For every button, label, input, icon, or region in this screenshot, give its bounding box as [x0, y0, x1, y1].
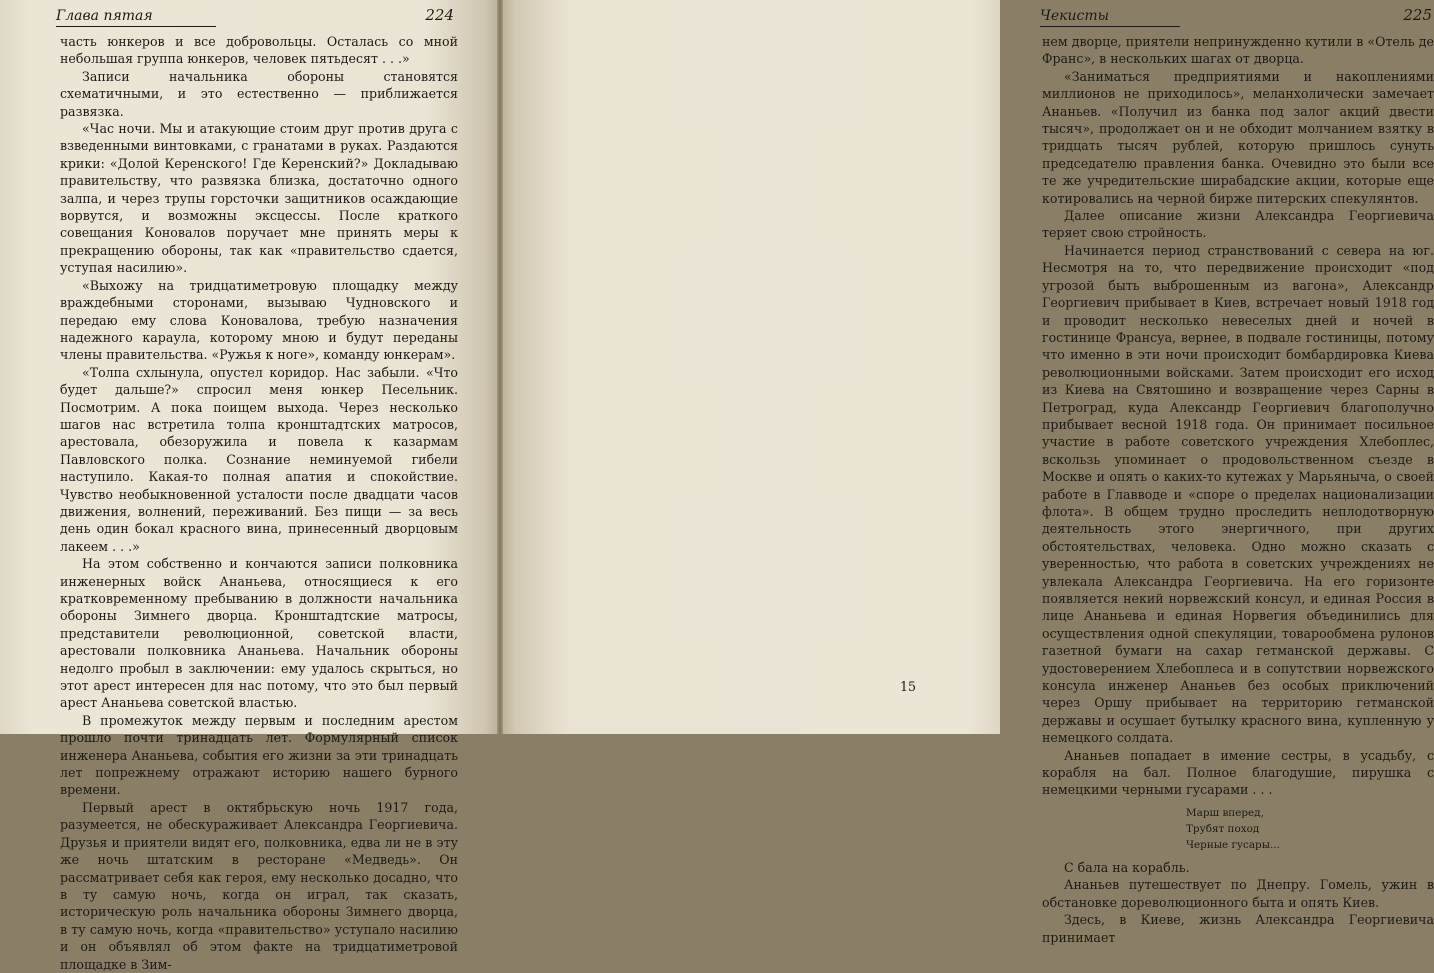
paragraph: Ананьев путешествует по Днепру. Гомель, ужин в обстановке дореволюционного быта и опять Киев. — [1042, 877, 1434, 910]
book-gutter — [497, 0, 503, 734]
paragraph: «Заниматься предприятиями и накоплениями миллионов не приходилось», меланхолически замечает Ананьев. «Получил из банка под залог акций двести тысяч», продолжает он и не обходит молчанием взятку в тридцать тысяч рублей, которую пришлось сунуть председателю правления банка. Очевидно это были все те же учредительские ширабадские акции, которые еще котировались на черной бирже питерских спекулянтов. — [1042, 68, 1434, 206]
paragraph: Далее описание жизни Александра Георгиевича теряет свою стройность. — [1042, 208, 1434, 241]
paragraph: часть юнкеров и все добровольцы. Осталась со мной небольшая группа юнкеров, человек пятьдесят . . .» — [60, 34, 458, 67]
right-paragraphs-after — [1042, 859, 1434, 946]
paragraph: Ананьев попадает в имение сестры, в усадьбу, с корабля на бал. Полное благодушие, пирушка с немецкими черными гусарами . . . — [1042, 747, 1434, 798]
right-paragraphs — [1042, 33, 1434, 799]
paragraph: «Час ночи. Мы и атакующие стоим друг против друга с взведенными винтовками, с гранатами в руках. Раздаются крики: «Долой Керенского! Где Керенский?» Докладываю правительству, что развязка близка, достаточно одного залпа, и через трупы горсточки защитников осаждающие ворвутся, и возможны эксцессы. После краткого совещания Коновалов поручает мне принять меры к прекращению обороны, так как «правительство сдается, уступая насилию». — [60, 121, 458, 276]
right-running-head — [1040, 2, 1432, 24]
verse-quote — [1186, 805, 1434, 853]
paragraph: В промежуток между первым и последним арестом прошло почти тринадцать лет. Формулярный список инженера Ананьева, события его жизни за эти тринадцать лет попрежнему отражают историю нашего бурного времени. — [60, 712, 458, 798]
right-head-rule — [1040, 26, 1180, 27]
left-page — [0, 0, 500, 972]
verse-line: Черные гусары... — [1186, 838, 1280, 851]
right-body-text — [1042, 33, 1434, 946]
paragraph: Записи начальника обороны становятся схематичными, и это естественно — приближается развязка. — [60, 68, 458, 119]
left-page-number: 224 — [425, 6, 454, 24]
right-page-number: 225 — [1403, 6, 1432, 24]
left-running-head — [56, 2, 454, 24]
signature-mark: 15 — [899, 679, 916, 694]
paragraph: нем дворце, приятели непринужденно кутили в «Отель де Франс», в нескольких шагах от дворца. — [1042, 34, 1434, 67]
paragraph: Первый арест в октябрьскую ночь 1917 года, разумеется, не обескураживает Александра Георгиевича. Друзья и приятели видят его, полковника, едва ли не в эту же ночь штатским в ресторане «Медведь». Он рассматривает себя как героя, ему несколько досадно, что в ту самую ночь, когда он играл, так сказать, историческую роль начальника обороны Зимнего дворца, в ту самую ночь, когда «правительство» уступало насилию и он объявлял об этом факте на тридцатиметровой площадке в Зим- — [60, 799, 458, 972]
paragraph: С бала на корабль. — [1064, 859, 1190, 875]
paragraph: На этом собственно и кончаются записи полковника инженерных войск Ананьева, относящиеся к его кратковременному пребыванию в должности начальника обороны Зимнего дворца. Кронштадтские матросы, представители революционной, советской власти, арестовали полковника Ананьева. Начальник обороны недолго пробыл в заключении: ему удалось скрыться, но этот арест интересен для нас потому, что это был первый арест Ананьева советской властью. — [60, 556, 458, 711]
paragraph: «Выхожу на тридцатиметровую площадку между враждебными сторонами, вызываю Чудновского и передаю ему слова Коновалова, требую назначения надежного караула, которому мною и будут переданы члены правительства. «Ружья к ноге», команду юнкерам». — [60, 277, 458, 363]
verse-line: Трубят поход — [1186, 822, 1260, 835]
left-chapter-title: Глава пятая — [56, 8, 153, 24]
verse-line: Марш вперед, — [1186, 806, 1264, 819]
left-body-text — [60, 33, 458, 973]
right-page — [500, 0, 1434, 945]
paragraph: Здесь, в Киеве, жизнь Александра Георгиевича принимает — [1042, 912, 1434, 945]
left-head-rule — [56, 26, 216, 27]
paragraph: «Толпа схлынула, опустел коридор. Нас забыли. «Что будет дальше?» спросил меня юнкер Песельник. Посмотрим. А пока поищем выхода. Через несколько шагов нас встретила толпа кронштадтских матросов, арестовала, обезоружила и повела к казармам Павловского полка. Сознание неминуемой гибели наступило. Какая-то полная апатия и спокойствие. Чувство необыкновенной усталости после двадцати часов движения, волнений, переживаний. Без пищи — за весь день один бокал красного вина, принесенный дворцовым лакеем . . .» — [60, 364, 458, 554]
paragraph: Начинается период странствований с севера на юг. Несмотря на то, что передвижение происходит «под угрозой быть выброшенным из вагона», Александр Георгиевич прибывает в Киев, встречает новый 1918 год и проводит несколько невеселых дней и ночей в гостинице Франсуа, вернее, в подвале гостиницы, потому что именно в эти ночи происходит бомбардировка Киева революционными войсками. Затем происходит его исход из Киева на Святошино и возвращение через Сарны в Петроград, куда Александр Георгиевич благополучно прибывает весной 1918 года. Он принимает посильное участие в работе советского учреждения Хлебоплес, вскользь упоминает о продовольственном съезде в Москве и опять о каких-то кутежах у Марьяныча, о своей работе в Главводе и «споре о пределах национализации флота». В общем трудно проследить неплодотворную деятельность этого энергичного, при других обстоятельствах, человека. Одно можно сказать с уверенностью, что работа в советских учреждениях не увлекала Александра Георгиевича. На его горизонте появляется некий норвежский консул, и единая Россия в лице Ананьева и единая Норвегия объединились для осуществления одной спекуляции, товарообмена рулонов газетной бумаги на сахар гетманской державы. С удостоверением Хлебоплеса и в сопутствии норвежского консула инженер Ананьев без особых приключений через Оршу прибывает на территорию гетманской державы и осушает бутылку красного вина, купленную у немецкого солдата. — [1042, 242, 1434, 746]
right-chapter-title: Чекисты — [1040, 8, 1110, 24]
